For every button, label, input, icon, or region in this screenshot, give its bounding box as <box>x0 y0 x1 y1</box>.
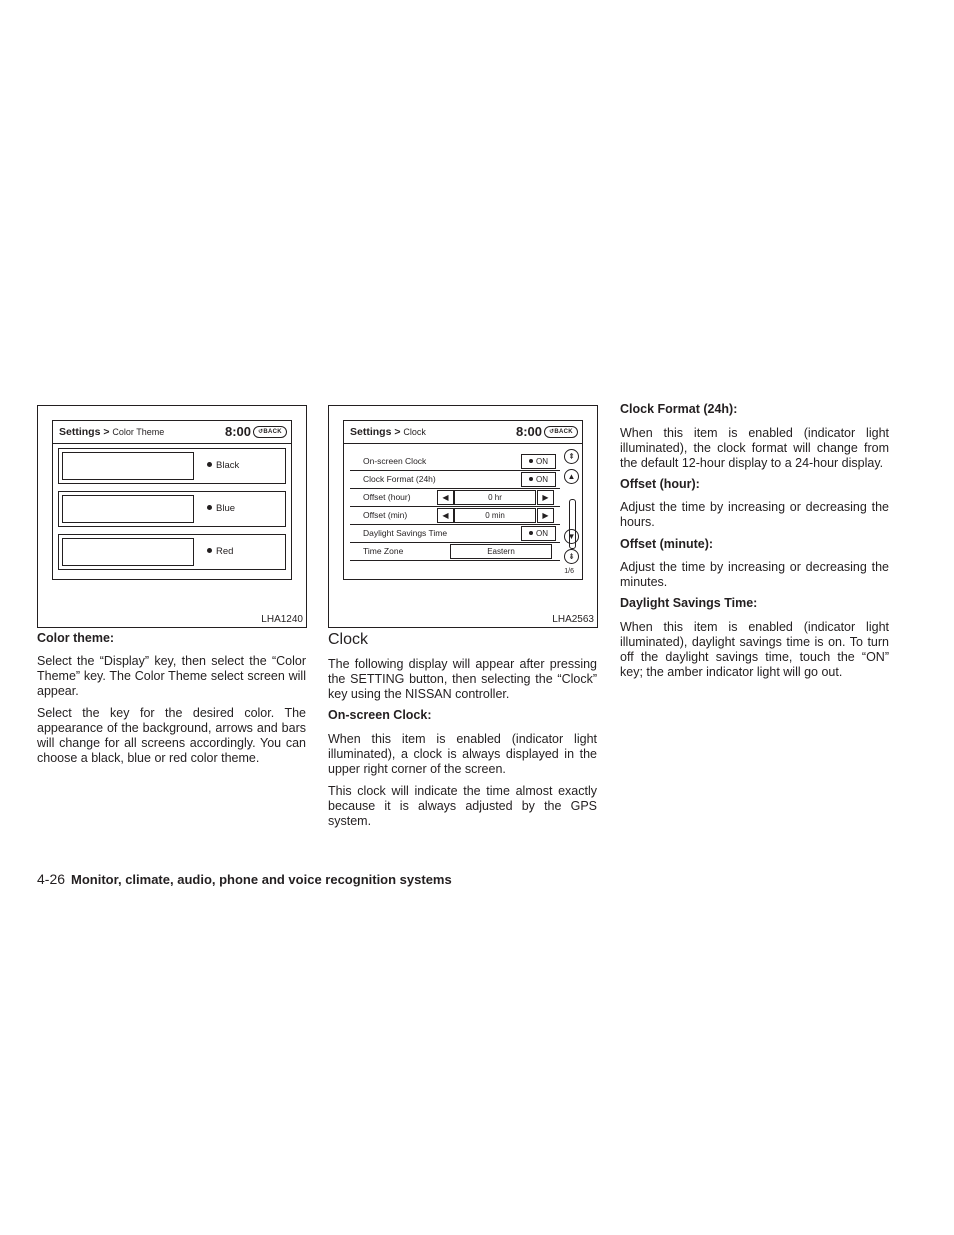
scroll-down-icon[interactable]: ▼ <box>564 529 579 544</box>
increase-arrow-icon[interactable]: ▶ <box>537 490 554 505</box>
back-button[interactable]: ↺BACK <box>544 426 578 438</box>
clock-section-heading: Clock <box>328 631 369 648</box>
color-option-label: Blue <box>216 503 236 514</box>
offset-minute-heading: Offset (minute): <box>620 537 714 551</box>
back-arrow-icon: ↺ <box>549 429 555 435</box>
clock-figure <box>328 405 598 628</box>
row-clock-format[interactable] <box>350 471 560 489</box>
indicator-dot-icon <box>207 548 212 553</box>
clock-format-paragraph: When this item is enabled (indicator light illuminated), the clock format will change from the default 12-hour display to a 24-hour display. <box>620 426 889 470</box>
page-indicator: 1/6 <box>564 568 574 575</box>
offset-hour-paragraph: Adjust the time by increasing or decreasing the hours. <box>620 500 889 529</box>
back-arrow-icon: ↺ <box>258 429 264 435</box>
color-swatch <box>62 452 194 480</box>
daylight-savings-heading: Daylight Savings Time: <box>620 596 758 610</box>
row-daylight-savings[interactable] <box>350 525 560 543</box>
increase-arrow-icon[interactable]: ▶ <box>537 508 554 523</box>
screen-title: Settings > Clock <box>350 426 426 438</box>
clock-time: 8:00 <box>515 424 542 439</box>
row-label: Time Zone <box>363 546 404 556</box>
row-offset-min <box>350 507 560 525</box>
screen-header <box>53 421 291 444</box>
clock-format-heading: Clock Format (24h): <box>620 402 738 416</box>
color-option-red[interactable] <box>58 534 286 570</box>
offset-hour-value: 0 hr <box>454 490 536 505</box>
onscreen-clock-heading: On-screen Clock: <box>328 708 432 722</box>
indicator-dot-icon <box>529 477 533 481</box>
color-option-black[interactable] <box>58 448 286 484</box>
color-theme-figure <box>37 405 307 628</box>
row-label: Daylight Savings Time <box>363 528 448 538</box>
onscreen-clock-paragraph: When this item is enabled (indicator light illuminated), a clock is always displayed in the upper right corner of the screen. <box>328 732 597 776</box>
row-label: Clock Format (24h) <box>363 474 436 484</box>
color-theme-paragraph-1: Select the “Display” key, then select the “Color Theme” key. The Color Theme select screen will appear. <box>37 654 306 698</box>
figure-code: LHA1240 <box>261 614 303 625</box>
clock-screen <box>343 420 583 580</box>
offset-min-value: 0 min <box>454 508 536 523</box>
daylight-savings-paragraph: When this item is enabled (indicator light illuminated), daylight savings time is on. To turn off the daylight savings time, touch the “ON” key; the amber indicator light will go out. <box>620 620 889 679</box>
page-number: 4-26 <box>37 871 66 887</box>
decrease-arrow-icon[interactable]: ◀ <box>437 508 454 523</box>
color-swatch <box>62 495 194 523</box>
row-label: Offset (min) <box>363 510 408 520</box>
row-onscreen-clock[interactable] <box>350 453 560 471</box>
time-zone-value[interactable]: Eastern <box>450 544 552 559</box>
color-theme-screen <box>52 420 292 580</box>
offset-minute-paragraph: Adjust the time by increasing or decreasing the minutes. <box>620 560 889 589</box>
color-option-label: Red <box>216 546 234 557</box>
offset-hour-heading: Offset (hour): <box>620 477 700 491</box>
scroll-up-icon[interactable]: ▲ <box>564 469 579 484</box>
screen-header <box>344 421 582 444</box>
clock-paragraph-1: The following display will appear after pressing the SETTING button, then selecting the “Clock” key using the NISSAN controller. <box>328 657 597 701</box>
row-time-zone[interactable] <box>350 543 560 561</box>
screen-title: Settings > Color Theme <box>59 426 165 438</box>
back-button[interactable]: ↺BACK <box>253 426 287 438</box>
page-up-icon[interactable]: ⇞ <box>564 449 579 464</box>
row-offset-hour <box>350 489 560 507</box>
chapter-title: Monitor, climate, audio, phone and voice recognition systems <box>71 872 452 887</box>
on-toggle[interactable]: ON <box>521 454 556 469</box>
row-label: On-screen Clock <box>363 456 427 466</box>
color-option-blue[interactable] <box>58 491 286 527</box>
on-toggle[interactable]: ON <box>521 472 556 487</box>
color-theme-heading: Color theme: <box>37 631 115 645</box>
page-down-icon[interactable]: ⇟ <box>564 549 579 564</box>
page-footer <box>37 871 452 887</box>
clock-time: 8:00 <box>224 424 251 439</box>
color-swatch <box>62 538 194 566</box>
row-label: Offset (hour) <box>363 492 411 502</box>
indicator-dot-icon <box>207 462 212 467</box>
color-option-label: Black <box>216 460 240 471</box>
on-toggle[interactable]: ON <box>521 526 556 541</box>
figure-code: LHA2563 <box>552 614 594 625</box>
gps-paragraph: This clock will indicate the time almost exactly because it is always adjusted by the GPS system. <box>328 784 597 828</box>
indicator-dot-icon <box>529 459 533 463</box>
indicator-dot-icon <box>529 531 533 535</box>
indicator-dot-icon <box>207 505 212 510</box>
color-theme-paragraph-2: Select the key for the desired color. The appearance of the background, arrows and bars will change for all screens accordingly. You can choose a black, blue or red color theme. <box>37 706 306 765</box>
decrease-arrow-icon[interactable]: ◀ <box>437 490 454 505</box>
